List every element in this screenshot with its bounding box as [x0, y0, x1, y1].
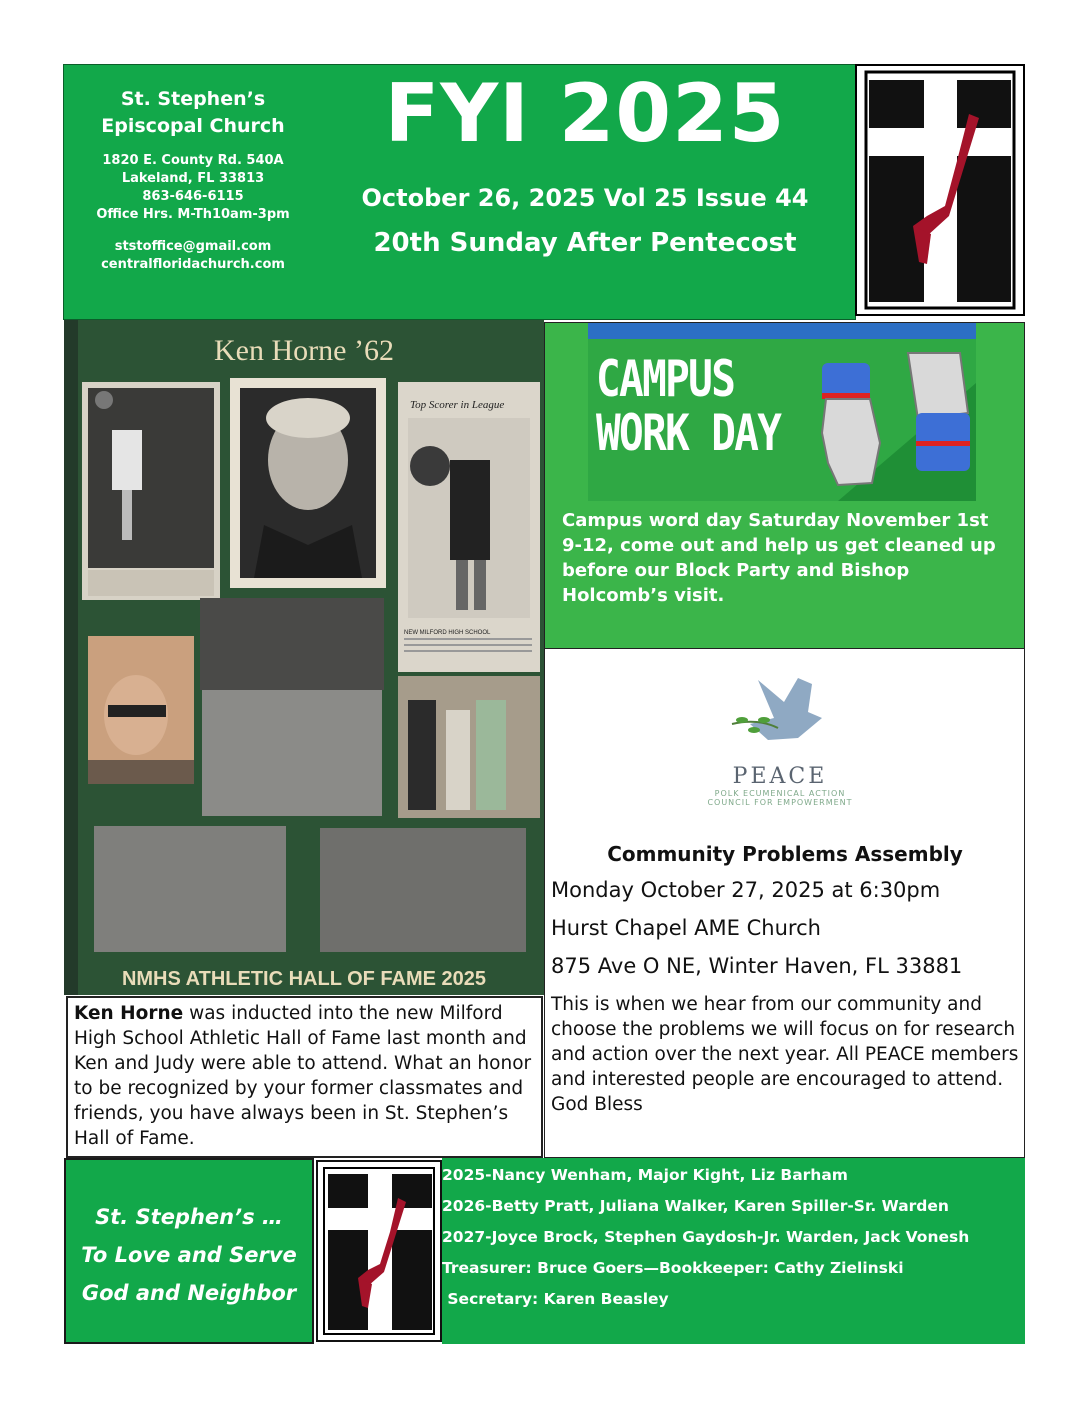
vestry-line: Treasurer: Bruce Goers—Bookkeeper: Cathy Zielinski — [442, 1259, 904, 1277]
dove-icon — [728, 668, 828, 764]
board-heading: Ken Horne ’62 — [214, 334, 394, 367]
basketball-photo — [82, 382, 220, 600]
office-hours: Office Hrs. M-Th10am-3pm — [96, 207, 290, 222]
vestry-line: 2027-Joyce Brock, Stephen Gaydosh-Jr. Warden, Jack Vonesh — [442, 1228, 970, 1246]
ken-name: Ken Horne — [74, 1003, 184, 1024]
church-logo — [855, 64, 1025, 316]
team-photo-2 — [320, 828, 526, 952]
team-photo-1 — [94, 826, 286, 952]
newsletter-title: FYI 2025 — [384, 67, 786, 160]
hall-of-fame-photo — [64, 320, 544, 995]
ken-horne-caption — [66, 996, 543, 1158]
peace-logo: PEACE POLK ECUMENICAL ACTION COUNCIL FOR EMPOWERMENT — [707, 764, 853, 807]
email: ststoffice@gmail.com — [114, 239, 272, 254]
liturgical-day: 20th Sunday After Pentecost — [373, 228, 797, 258]
issue-info: October 26, 2025 Vol 25 Issue 44 — [361, 184, 809, 212]
newspaper-clipping — [398, 382, 540, 672]
svg-text:NEW MILFORD HIGH SCHOOL: NEW MILFORD HIGH SCHOOL — [404, 630, 491, 636]
svg-text:Top Scorer in League: Top Scorer in League — [410, 399, 505, 411]
work-glove-icon — [822, 363, 880, 485]
vestry-line: 2025-Nancy Wenham, Major Kight, Liz Barham — [442, 1166, 848, 1184]
assembly-address: 875 Ave O NE, Winter Haven, FL 33881 — [551, 954, 963, 978]
family-photo — [398, 676, 540, 818]
campus-work-day-text: Campus word day Saturday November 1st 9-12, come out and help us get cleaned up before our Block Party and Bishop Holcomb’s visit. — [562, 510, 996, 606]
campus-work-day-title: CAMPUS WORK DAY — [596, 350, 781, 462]
assembly-date: Monday October 27, 2025 at 6:30pm — [551, 878, 941, 902]
church-info — [78, 86, 308, 274]
church-name: St. Stephen’s Episcopal Church — [101, 88, 285, 137]
website: centralfloridachurch.com — [101, 257, 285, 272]
vestry-list — [442, 1160, 1022, 1315]
recent-portrait — [88, 636, 194, 784]
campus-graphic-topbar — [588, 323, 976, 339]
assembly-venue: Hurst Chapel AME Church — [551, 916, 821, 940]
cross-logo-icon — [318, 1162, 440, 1340]
assembly-description: This is when we hear from our community and choose the problems we will focus on for research and action over the next year. All PEACE members and interested people are encouraged to attend. God Bless — [551, 994, 1019, 1115]
church-address: 1820 E. County Rd. 540A Lakeland, FL 33813 863-646-6115 Office Hrs. M-Th10am-3pm — [78, 152, 308, 224]
work-glove-icon — [908, 353, 970, 471]
church-motto: St. Stephen’s … To Love and Serve God and Neighbor — [81, 1205, 297, 1305]
vestry-line: 2026-Betty Pratt, Juliana Walker, Karen Spiller-Sr. Warden — [442, 1197, 949, 1215]
vestry-line: Secretary: Karen Beasley — [442, 1290, 669, 1308]
assembly-title: Community Problems Assembly — [607, 842, 963, 866]
church-contact — [78, 238, 308, 274]
cross-logo-icon — [857, 66, 1023, 314]
senior-portrait — [230, 378, 386, 588]
phone: 863-646-6115 — [142, 189, 244, 204]
footer-logo — [316, 1160, 442, 1342]
team-photo — [200, 598, 384, 690]
group-photo — [202, 690, 382, 816]
board-footer: NMHS ATHLETIC HALL OF FAME 2025 — [121, 968, 487, 990]
ken-caption-text: was inducted into the new Milford High School Athletic Hall of Fame last month and Ken and Judy were able to attend. What an honor to be recognized by your former classmates and friends, you have always been in St. Stephen’s Hall of Fame. — [74, 1003, 532, 1149]
